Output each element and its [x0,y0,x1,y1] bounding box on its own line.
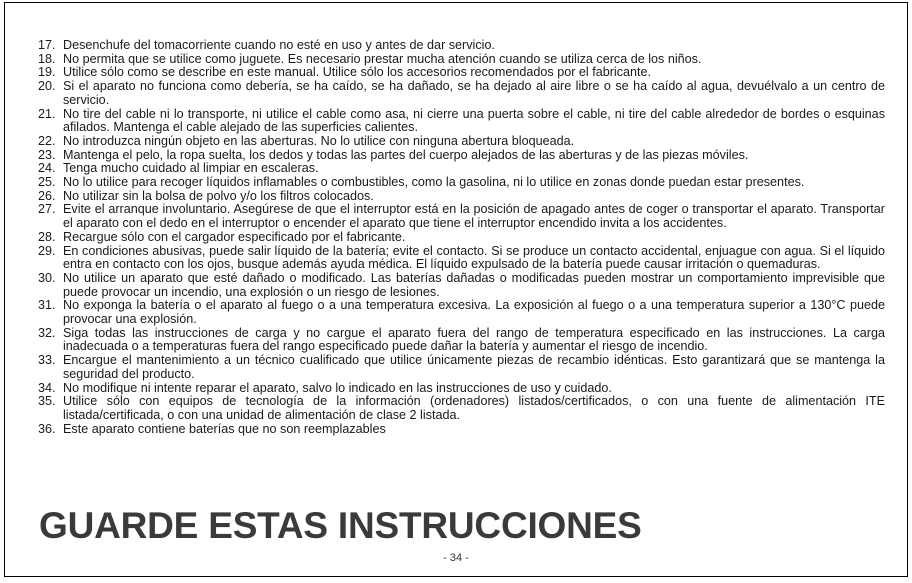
instruction-number: 33. [38,353,56,368]
instruction-item [38,135,885,149]
page-number: - 34 - [443,552,469,564]
instruction-item [38,108,885,135]
instruction-text: No utilice un aparato que esté dañado o modificado. Las baterías dañadas o modificadas pueden mostrar un comportamiento imprevisible que puede provocar un incendio, una explosión o un riesgo de lesiones. [63,270,885,299]
instruction-text: Mantenga el pelo, la ropa suelta, los dedos y todas las partes del cuerpo alejados de las aberturas y de las piezas móviles. [63,147,749,162]
instruction-item [38,299,885,326]
instruction-number: 34. [38,380,56,395]
instruction-item [38,354,885,381]
instruction-item [38,327,885,354]
instruction-number: 24. [38,161,56,176]
instruction-text: No exponga la batería o el aparato al fuego o a una temperatura excesiva. La exposición al fuego o a una temperatura superior a 130°C puede provocar una explosión. [63,298,885,327]
instruction-text: Utilice sólo con equipos de tecnología de la información (ordenadores) listados/certificados, o con una fuente de alimentación ITE listada/certificada, o con una unidad de alimentación de clase 2 listada. [63,394,885,422]
instruction-number: 30. [38,270,56,285]
instruction-number: 22. [38,133,56,148]
manual-page [4,2,908,577]
instruction-item [38,203,885,230]
instruction-item [38,231,885,245]
instruction-number: 27. [38,202,56,217]
instruction-item [38,80,885,107]
instruction-number: 21. [38,106,56,121]
instruction-text: En condiciones abusivas, puede salir líquido de la batería; evite el contacto. Si se produce un contacto accidental, enjuague con agua. Si el líquido entra en contacto con los ojos, busque además ayuda médica. El líquido expulsado de la batería puede causar irritación o quemaduras. [63,243,885,272]
instruction-number: 23. [38,147,56,162]
instruction-text: Encargue el mantenimiento a un técnico cualificado que utilice únicamente piezas de recambio idénticas. Esto garantizará que se mantenga la seguridad del producto. [63,353,885,381]
instruction-text: Si el aparato no funciona como debería, se ha caído, se ha dañado, se ha dejado al aire libre o se ha caído al agua, devuélvalo a un centro de servicio. [63,79,885,107]
instruction-item [38,245,885,272]
safety-instructions-list [38,39,885,436]
instruction-text: Utilice sólo como se describe en este manual. Utilice sólo los accesorios recomendados por el fabricante. [63,65,651,80]
instruction-number: 17. [38,38,56,52]
instruction-number: 29. [38,243,56,258]
instruction-item [38,66,885,80]
instruction-text: Siga todas las instrucciones de carga y no cargue el aparato fuera del rango de temperatura especificado en las instrucciones. La carga inadecuada o a temperaturas fuera del rango especificado puede dañar la batería y aumentar el riesgo de incendio. [63,325,885,354]
instruction-number: 32. [38,325,56,340]
instruction-item [38,162,885,176]
instruction-text: No utilizar sin la bolsa de polvo y/o los filtros colocados. [63,188,374,203]
instruction-text: Tenga mucho cuidado al limpiar en escaleras. [63,161,319,176]
instruction-item [38,176,885,190]
instruction-text: Recargue sólo con el cargador especificado por el fabricante. [63,229,406,244]
instruction-item [38,382,885,396]
instruction-item [38,395,885,422]
instruction-number: 35. [38,394,56,409]
instruction-number: 26. [38,188,56,203]
instruction-number: 28. [38,229,56,244]
instruction-number: 25. [38,175,56,190]
instruction-number: 18. [38,51,56,66]
instruction-number: 19. [38,65,56,80]
instruction-number: 20. [38,79,56,94]
instruction-text: No tire del cable ni lo transporte, ni utilice el cable como asa, ni cierre una puerta sobre el cable, ni tire del cable alrededor de bordes o esquinas afilados. Mantenga el cable alejado de las superficies calientes. [63,106,885,135]
instruction-item [38,190,885,204]
instruction-number: 31. [38,298,56,313]
instruction-item [38,423,885,437]
instruction-item [38,53,885,67]
instruction-text: Evite el arranque involuntario. Asegúrese de que el interruptor está en la posición de apagado antes de coger o transportar el aparato. Transportar el aparato con el dedo en el interruptor o encender el aparato que tiene el interruptor encendido invita a los accidentes. [63,202,885,231]
instruction-text: Este aparato contiene baterías que no son reemplazables [63,421,386,436]
instruction-text: No lo utilice para recoger líquidos inflamables o combustibles, como la gasolina, ni lo utilice en zonas donde puedan estar presentes. [63,175,805,190]
instruction-item [38,272,885,299]
instruction-text: No modifique ni intente reparar el aparato, salvo lo indicado en las instrucciones de uso y cuidado. [63,380,612,395]
page-heading: GUARDE ESTAS INSTRUCCIONES [39,505,642,546]
instruction-number: 36. [38,421,56,436]
instruction-item [38,149,885,163]
instruction-text: No permita que se utilice como juguete. Es necesario prestar mucha atención cuando se utiliza cerca de los niños. [63,51,702,66]
instruction-text: No introduzca ningún objeto en las aberturas. No lo utilice con ninguna abertura bloqueada. [63,133,575,148]
instruction-text: Desenchufe del tomacorriente cuando no esté en uso y antes de dar servicio. [63,38,495,52]
instruction-item [38,39,885,53]
